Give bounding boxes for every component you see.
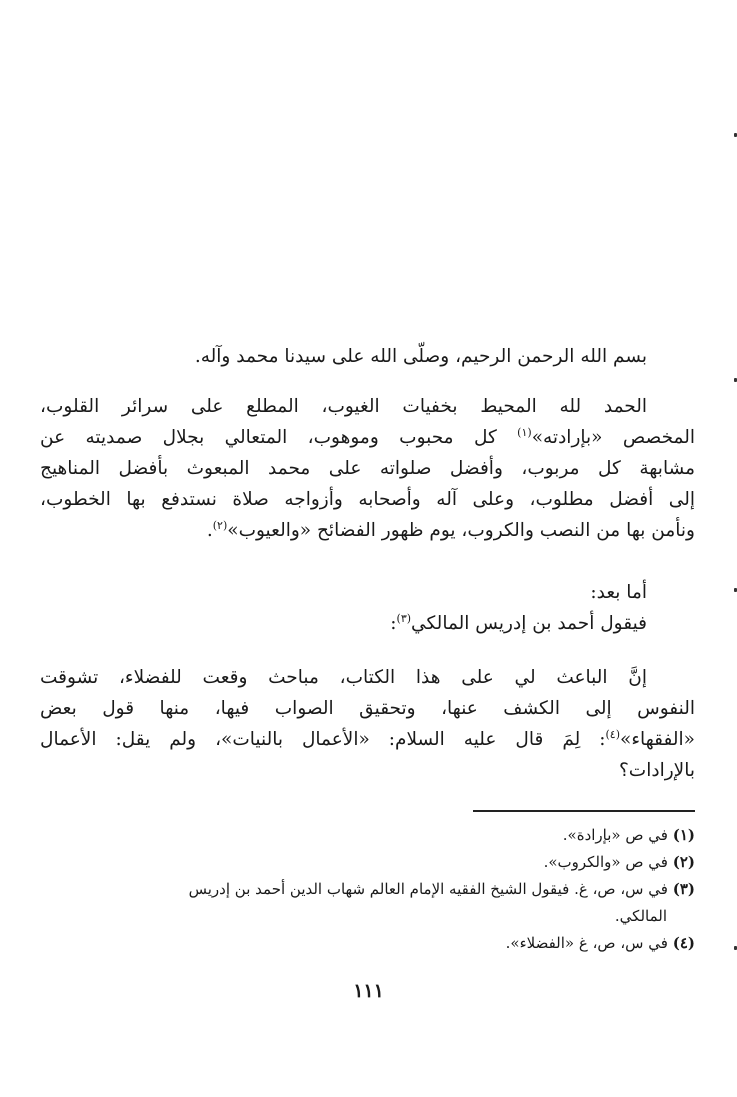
amma-line-2-text: فيقول أحمد بن إدريس المالكي	[411, 613, 647, 634]
footnote-text: في ص «والكروب».	[543, 853, 668, 871]
footnote-1	[40, 822, 695, 849]
footnotes-section	[40, 822, 695, 957]
page-number: ١١١	[353, 980, 384, 1002]
basmala-line: بسم الله الرحمن الرحيم، وصلّى الله على سيدنا محمد وآله.	[194, 346, 647, 367]
hamd-line-1: الحمد لله المحيط بخفيات الغيوب، المطلع على سرائر القلوب،	[40, 396, 647, 417]
footnote-text: في س، ص، غ. فيقول الشيخ الفقيه الإمام العالم شهاب الدين أحمد بن إدريس	[188, 880, 668, 898]
intro-line-1: إنَّ الباعث لي على هذا الكتاب، مباحث وقعت للفضلاء، تشوقت	[40, 667, 647, 688]
footnote-ref-2[interactable]: (٢)	[212, 518, 228, 532]
amma-line-2	[40, 608, 695, 639]
footnote-ref-3[interactable]: (٣)	[396, 611, 412, 625]
intro-line-3-start: «الفقهاء»	[620, 729, 695, 750]
hamd-line-4: إلى أفضل مطلوب، وعلى آله وأصحابه وأزواجه صلاة نستدفع بها الخطوب،	[40, 489, 695, 510]
footnote-2	[40, 849, 695, 876]
footnote-separator	[473, 810, 695, 812]
intro-line-3	[40, 724, 695, 755]
footnote-3	[40, 876, 695, 903]
amma-line-2-end: :	[390, 613, 397, 634]
hamd-paragraph	[40, 391, 695, 546]
intro-line-4: بالإرادات؟	[618, 760, 695, 781]
hamd-line-5-text: ونأمن بها من النصب والكروب، يوم ظهور الفضائح «والعيوب»	[227, 520, 695, 541]
intro-line-2: النفوس إلى الكشف عنها، وتحقيق الصواب فيها، منها قول بعض	[40, 698, 695, 719]
footnote-ref-4[interactable]: (٤)	[605, 727, 620, 741]
footnote-text: في س، ص، غ «الفضلاء».	[505, 934, 668, 952]
hamd-line-3: مشابهة كل مربوب، وأفضل صلواته على محمد المبعوث بأفضل المناهيج	[40, 458, 695, 479]
hamd-line-2-start: المخصص «بإرادته»	[531, 427, 695, 448]
hamd-line-2	[40, 422, 695, 453]
amma-paragraph	[40, 577, 695, 639]
footnote-4	[40, 930, 695, 957]
footnote-number: (١)	[672, 826, 695, 844]
basmala-paragraph	[40, 341, 695, 372]
intro-paragraph	[40, 662, 695, 786]
hamd-line-2-end: كل محبوب وموهوب، المتعالي بجلال صمديته عن	[40, 427, 518, 448]
footnote-text: في ص «بإرادة».	[562, 826, 668, 844]
amma-line-1: أما بعد:	[590, 582, 647, 603]
footnote-3-continuation: المالكي.	[614, 907, 667, 925]
footnote-number: (٢)	[672, 853, 695, 871]
footnote-ref-1[interactable]: (١)	[517, 425, 532, 439]
intro-line-3-end: : لِمَ قال عليه السلام: «الأعمال بالنيات»، ولم يقل: الأعمال	[40, 729, 606, 750]
footnote-number: (٣)	[672, 880, 695, 898]
hamd-line-5-end: .	[206, 520, 213, 541]
footnote-number: (٤)	[672, 934, 695, 952]
hamd-line-5	[40, 515, 695, 546]
